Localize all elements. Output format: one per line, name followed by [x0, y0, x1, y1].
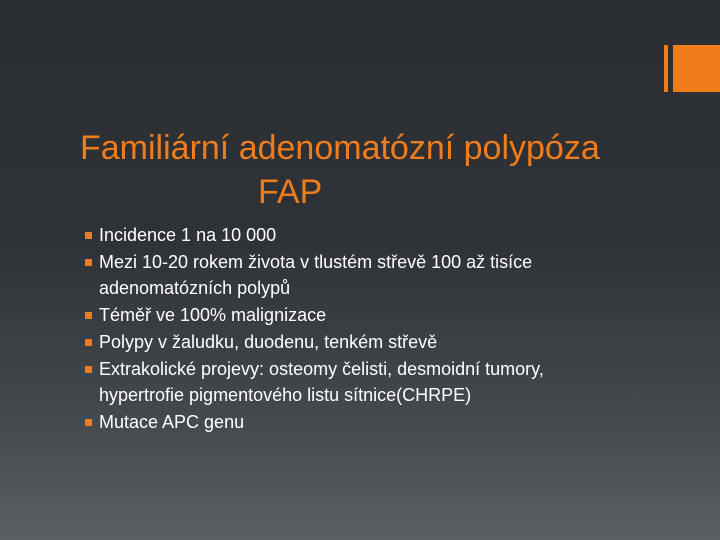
slide-title-line1: Familiární adenomatózní polypóza — [80, 129, 600, 167]
slide-title — [80, 126, 680, 214]
bullet-item-extracolonic — [84, 356, 644, 408]
bullet-item-malignancy — [84, 302, 644, 328]
slide-title-line2: FAP — [258, 173, 323, 211]
square-bullet-icon — [85, 232, 92, 239]
bullet-item-apc-mutation — [84, 409, 644, 435]
square-bullet-icon — [85, 259, 92, 266]
square-bullet-icon — [85, 366, 92, 373]
bullet-text: Polypy v žaludku, duodenu, tenkém střevě — [99, 332, 438, 352]
square-bullet-icon — [85, 312, 92, 319]
square-bullet-icon — [85, 339, 92, 346]
bullet-item-incidence — [84, 222, 644, 248]
bullet-text: Téměř ve 100% malignizace — [99, 305, 327, 325]
square-bullet-icon — [85, 419, 92, 426]
bullet-text: Mutace APC genu — [99, 412, 245, 432]
bullet-item-polyp-locations — [84, 329, 644, 355]
bullet-text-continuation: adenomatózních polypů — [99, 278, 291, 298]
bullet-text: Incidence 1 na 10 000 — [99, 225, 277, 245]
accent-bar-thick — [673, 45, 720, 92]
accent-bar-thin — [664, 45, 668, 92]
bullet-text: Extrakolické projevy: osteomy čelisti, desmoidní tumory, — [99, 359, 544, 379]
bullet-text: Mezi 10-20 rokem života v tlustém střevě 100 až tisíce — [99, 252, 533, 272]
bullet-list — [84, 222, 644, 436]
bullet-item-polyps-age — [84, 249, 644, 301]
bullet-text-continuation: hypertrofie pigmentového listu sítnice(CHRPE) — [99, 385, 472, 405]
